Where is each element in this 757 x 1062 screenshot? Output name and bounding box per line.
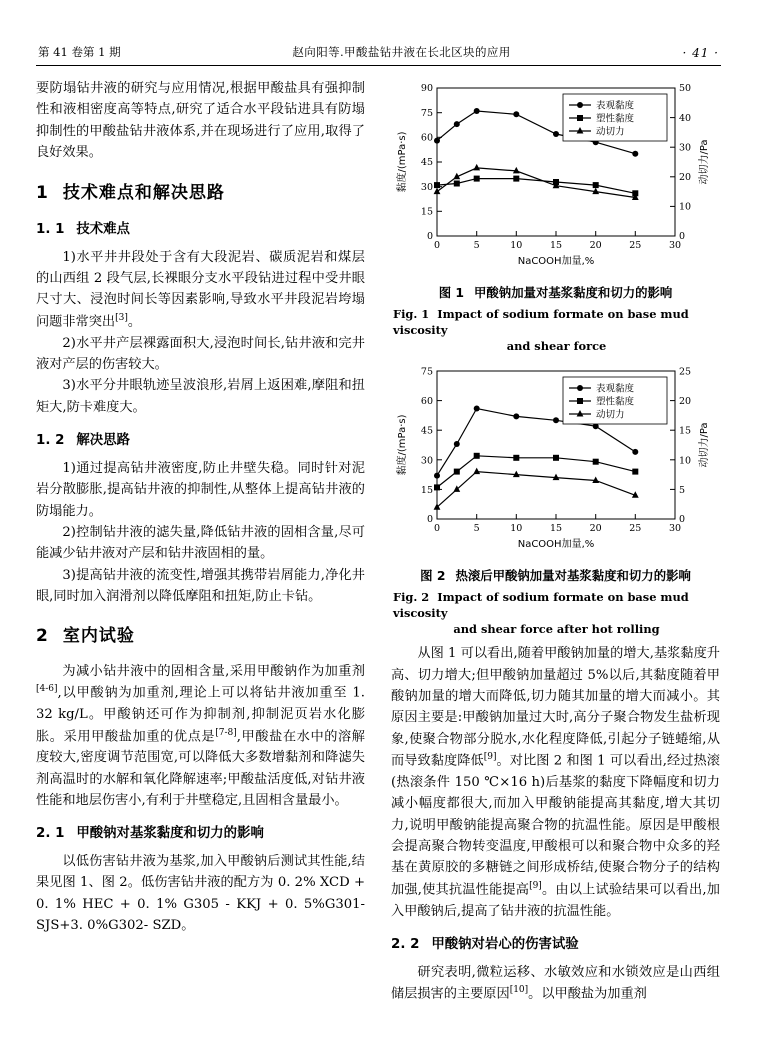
paragraph-2-1-1: 以低伤害钻井液为基浆,加入甲酸钠后测试其性能,结果见图 1、图 2。低伤害钻井液的配方为 0. 2% XCD + 0. 1% HEC + 0. 1% G305 - KKJ + 0. 5%G301-SJS+3. 0%G302- SZD。 bbox=[36, 854, 365, 934]
paragraph-1-2-3: 3)提高钻井液的流变性,增强其携带岩屑能力,净化井眼,同时加入润滑剂以降低摩阻和扭矩,防止卡钻。 bbox=[36, 567, 365, 605]
subsection-1-1-title: 技术难点 bbox=[76, 222, 130, 238]
svg-text:塑性黏度: 塑性黏度 bbox=[596, 113, 635, 125]
svg-text:25: 25 bbox=[629, 240, 642, 251]
svg-text:0: 0 bbox=[426, 231, 433, 242]
page-number: · 41 · bbox=[682, 46, 719, 60]
figure-2-title-en-cont: and shear force after hot rolling bbox=[453, 622, 660, 637]
figure-2-title-en: Impact of sodium formate on base mud viscosity bbox=[393, 589, 689, 620]
reference-mark-9a: [9] bbox=[483, 752, 497, 763]
svg-text:25: 25 bbox=[679, 366, 692, 378]
svg-text:5: 5 bbox=[679, 484, 686, 496]
reference-mark-9b: [9] bbox=[529, 880, 542, 891]
section-1-title: 技术难点和解决思路 bbox=[62, 182, 225, 203]
figure-2 bbox=[391, 361, 720, 638]
subsection-1-2-number: 1. 2 bbox=[36, 433, 65, 449]
section-2-number: 2 bbox=[36, 626, 49, 647]
paragraph-2-0-a: 为减小钻井液中的固相含量,采用甲酸钠作为加重剂 bbox=[62, 663, 365, 679]
paragraph-right-1-b: 。对比图 2 和图 1 可以看出,经过热滚(热滚条件 150 ℃×16 h)后基浆的黏度下降幅度和切力减小幅度都很大,而加入甲酸钠能提高其黏度,增大其切力,说明甲酸钠能提高聚合物的抗温性能。原因是甲酸根会提高聚合物转变温度,甲酸根可以和聚合物中众多的羟基在黄原胶的多糖链之间形成桥结,使聚合物分子的结构加强,使其抗温性能提高 bbox=[391, 753, 720, 898]
svg-text:10: 10 bbox=[679, 454, 692, 466]
svg-text:15: 15 bbox=[549, 240, 563, 251]
section-1-number: 1 bbox=[36, 182, 49, 203]
svg-text:10: 10 bbox=[510, 522, 523, 534]
subsection-heading-1-1 bbox=[36, 219, 365, 241]
svg-text:0: 0 bbox=[433, 240, 441, 251]
svg-text:45: 45 bbox=[420, 425, 433, 437]
svg-text:5: 5 bbox=[473, 522, 480, 534]
section-heading-1 bbox=[36, 180, 365, 208]
svg-text:60: 60 bbox=[420, 132, 433, 144]
figure-1-caption-en bbox=[391, 306, 720, 355]
two-column-body bbox=[36, 78, 721, 1005]
reference-mark-3: [3] bbox=[115, 312, 128, 323]
paragraph-1-2-2: 2)控制钻井液的滤失量,降低钻井液的固相含量,尽可能减少钻井液对产层和钻井液固相的量。 bbox=[36, 524, 365, 562]
svg-text:动切力: 动切力 bbox=[596, 409, 625, 421]
svg-text:动切力/Pa: 动切力/Pa bbox=[699, 139, 710, 185]
svg-text:25: 25 bbox=[629, 522, 642, 534]
figure-1-svg bbox=[391, 78, 720, 276]
svg-text:15: 15 bbox=[679, 425, 692, 437]
paragraph-1-1-1 bbox=[36, 247, 365, 333]
paragraph-right-1 bbox=[391, 643, 720, 922]
paragraph-1-1-1-end: 。 bbox=[127, 314, 142, 330]
subsection-2-1-title: 甲酸钠对基浆黏度和切力的影响 bbox=[76, 826, 264, 842]
paragraph-right-1-a: 从图 1 可以看出,随着甲酸钠加量的增大,基浆黏度升高、切力增大;但甲酸钠加量超过 5%以后,其黏度随着甲酸钠加量的增大而降低,切力随其加量的增大而减小。其原因主要是:甲酸钠加量过大时,高分子聚合物发生盐析现象,使聚合物部分脱水,水化程度降低,引起分子链蜷缩,从而导致黏度降低 bbox=[391, 646, 720, 769]
reference-mark-4-6: [4-6] bbox=[36, 684, 58, 695]
figure-2-caption-en bbox=[391, 589, 720, 638]
svg-text:10: 10 bbox=[679, 201, 692, 213]
paragraph-right-2-b: 。以甲酸盐为加重剂 bbox=[528, 986, 647, 1002]
paragraph-right-1-c: 。由以上试验结果可以看出,加入甲酸钠后,提高了钻井液的抗温性能。 bbox=[391, 882, 720, 919]
paragraph-2-0-b: ,以甲酸钠为加重剂,理论上可以将钻井液加重至 1. 32 kg/L。甲酸钠还可作为抑制剂,抑制泥页岩水化膨胀。采用甲酸盐加重的优点是 bbox=[36, 685, 365, 744]
svg-text:黏度/(mPa·s): 黏度/(mPa·s) bbox=[397, 131, 408, 193]
svg-text:NaCOOH加量,%: NaCOOH加量,% bbox=[517, 538, 595, 550]
svg-text:40: 40 bbox=[679, 112, 692, 124]
svg-text:动切力: 动切力 bbox=[596, 126, 625, 138]
svg-text:20: 20 bbox=[589, 240, 602, 251]
svg-text:NaCOOH加量,%: NaCOOH加量,% bbox=[517, 256, 595, 267]
left-column bbox=[36, 78, 365, 1005]
svg-text:0: 0 bbox=[426, 513, 433, 525]
svg-text:30: 30 bbox=[668, 240, 682, 251]
svg-text:塑性黏度: 塑性黏度 bbox=[596, 396, 635, 408]
svg-text:45: 45 bbox=[420, 157, 433, 169]
right-column bbox=[391, 78, 720, 1005]
subsection-2-1-number: 2. 1 bbox=[36, 826, 65, 842]
figure-1-caption-cn bbox=[391, 283, 720, 303]
figure-1-title-cn: 甲酸钠加量对基浆黏度和切力的影响 bbox=[474, 285, 673, 300]
svg-text:5: 5 bbox=[473, 240, 480, 251]
svg-text:动切力/Pa: 动切力/Pa bbox=[699, 422, 710, 468]
svg-text:60: 60 bbox=[420, 395, 433, 407]
paragraph-2-0 bbox=[36, 661, 365, 811]
svg-text:30: 30 bbox=[668, 522, 682, 534]
svg-text:黏度/(mPa·s): 黏度/(mPa·s) bbox=[397, 414, 408, 476]
paragraph-right-2 bbox=[391, 962, 720, 1005]
svg-text:75: 75 bbox=[420, 366, 433, 378]
paragraph-1-1-1-text: 1)水平井井段处于含有大段泥岩、碳质泥岩和煤层的山西组 2 段气层,长裸眼分支水平段钻进过程中受井眼尺寸大、浸泡时间长等因素影响,导致水平井段泥岩垮塌问题非常突出 bbox=[36, 249, 365, 330]
figure-1-label-en: Fig. 1 bbox=[393, 307, 430, 322]
figure-1-label-cn: 图 1 bbox=[438, 285, 465, 300]
svg-text:表观黏度: 表观黏度 bbox=[596, 383, 635, 395]
running-head-title: 赵向阳等.甲酸盐钻井液在长北区块的应用 bbox=[292, 45, 511, 59]
subsection-heading-2-2 bbox=[391, 934, 720, 956]
running-head bbox=[36, 44, 721, 66]
paragraph-2-0-c: ,甲酸盐在水中的溶解度较大,密度调节范围宽,可以降低大多数增黏剂和降滤失剂高温时的水解和氧化降解速率;甲酸盐活度低,对钻井液性能和地层伤害小,有利于井壁稳定,且固相含量最小。 bbox=[36, 728, 365, 809]
figure-2-chart bbox=[391, 361, 720, 559]
figure-2-legend bbox=[563, 377, 667, 424]
svg-text:20: 20 bbox=[679, 172, 692, 183]
svg-text:30: 30 bbox=[679, 142, 692, 154]
section-heading-2 bbox=[36, 623, 365, 651]
svg-text:30: 30 bbox=[420, 454, 433, 466]
figure-2-svg bbox=[391, 361, 720, 559]
svg-text:20: 20 bbox=[589, 522, 602, 534]
figure-1 bbox=[391, 78, 720, 355]
subsection-heading-2-1 bbox=[36, 823, 365, 845]
figure-1-title-en-cont: and shear force bbox=[506, 339, 607, 354]
svg-text:75: 75 bbox=[420, 107, 433, 119]
figure-2-title-cn: 热滚后甲酸钠加量对基浆黏度和切力的影响 bbox=[455, 567, 691, 583]
svg-text:15: 15 bbox=[420, 484, 433, 496]
svg-text:0: 0 bbox=[433, 522, 441, 534]
paragraph-right-2-a: 研究表明,微粒运移、水敏效应和水锁效应是山西组储层损害的主要原因 bbox=[391, 964, 720, 1002]
running-head-volume: 第 41 卷第 1 期 bbox=[38, 45, 121, 59]
svg-text:0: 0 bbox=[679, 231, 686, 242]
figure-1-legend bbox=[563, 94, 667, 141]
reference-mark-10: [10] bbox=[509, 985, 529, 996]
svg-text:15: 15 bbox=[549, 522, 563, 534]
svg-text:0: 0 bbox=[679, 513, 686, 525]
figure-1-chart bbox=[391, 78, 720, 276]
svg-text:50: 50 bbox=[679, 83, 692, 95]
svg-text:30: 30 bbox=[420, 181, 433, 193]
figure-2-label-cn: 图 2 bbox=[420, 567, 446, 583]
subsection-heading-1-2 bbox=[36, 430, 365, 452]
subsection-1-2-title: 解决思路 bbox=[76, 433, 130, 449]
figure-2-label-en: Fig. 2 bbox=[393, 589, 430, 604]
svg-text:15: 15 bbox=[420, 206, 433, 218]
svg-text:90: 90 bbox=[420, 83, 433, 95]
svg-text:表观黏度: 表观黏度 bbox=[596, 100, 635, 112]
paragraph-1-1-3: 3)水平分井眼轨迹呈波浪形,岩屑上返困难,摩阻和扭矩大,防卡难度大。 bbox=[36, 378, 365, 415]
svg-text:20: 20 bbox=[679, 395, 692, 407]
reference-mark-7-8: [7-8] bbox=[215, 727, 237, 738]
subsection-2-2-title: 甲酸钠对岩心的伤害试验 bbox=[431, 936, 579, 952]
paragraph-1-2-1: 1)通过提高钻井液密度,防止井壁失稳。同时针对泥岩分散膨胀,提高钻井液的抑制性,从整体上提高钻井液的防塌能力。 bbox=[36, 460, 365, 519]
figure-1-title-en: Impact of sodium formate on base mud viscosity bbox=[393, 307, 689, 338]
subsection-1-1-number: 1. 1 bbox=[36, 222, 65, 238]
figure-2-caption-cn bbox=[391, 566, 720, 586]
paragraph-1-1-2: 2)水平井产层裸露面积大,浸泡时间长,钻井液和完井液对产层的伤害较大。 bbox=[36, 335, 365, 372]
intro-paragraph: 要防塌钻井液的研究与应用情况,根据甲酸盐具有强抑制性和液相密度高等特点,研究了适合水平段钻进具有防塌抑制性的甲酸盐钻井液体系,并在现场进行了应用,取得了良好效果。 bbox=[36, 81, 365, 161]
subsection-2-2-number: 2. 2 bbox=[391, 936, 420, 952]
section-2-title: 室内试验 bbox=[62, 626, 135, 647]
svg-text:10: 10 bbox=[510, 240, 523, 251]
